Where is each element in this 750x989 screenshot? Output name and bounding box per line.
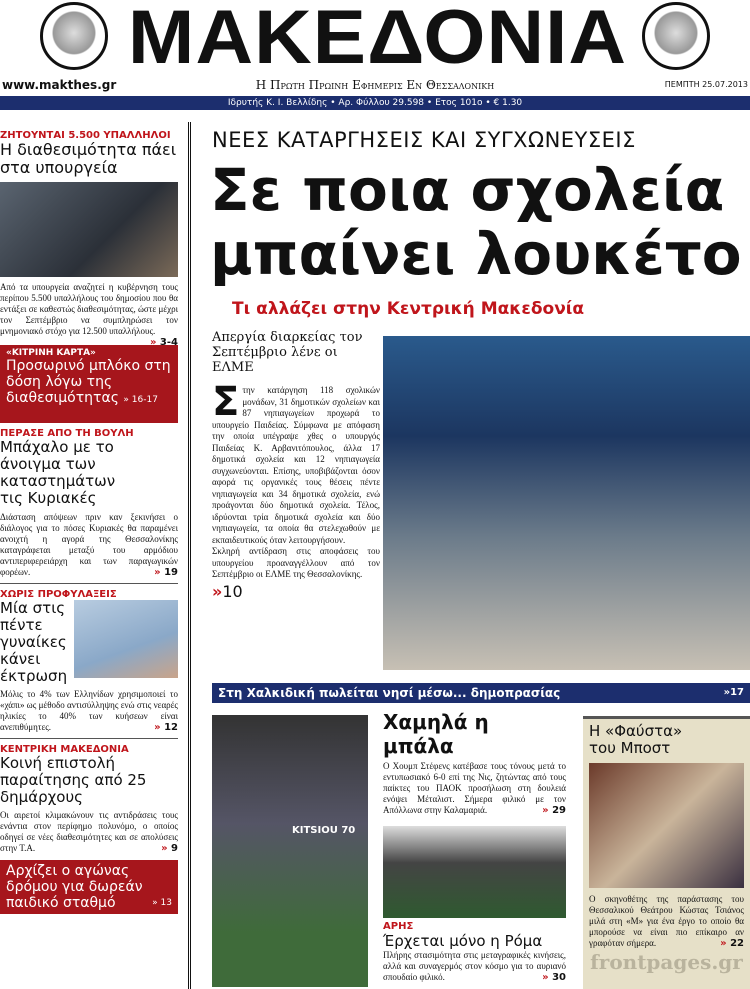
headline: Χαμηλά η μπάλα (383, 710, 489, 758)
sport-column[interactable] (383, 710, 566, 983)
story-sunday-shops[interactable] (0, 428, 178, 578)
summary: Οι αιρετοί κλιμακώνουν τις αντιδράσεις τους ενάντια στον περίφημο πολυνόμο, ο οποίος οδηγεί σε νέες διαθεσιμότητες και σε απολύσεις στην Τ.Α. » 9 (0, 810, 178, 854)
photo-aris (383, 826, 566, 918)
kicker: ΖΗΤΟΥΝΤΑΙ 5.500 ΥΠΑΛΛΗΛΟΙ (0, 130, 171, 141)
main-subtitle: Τι αλλάζει στην Κεντρική Μακεδονία (232, 299, 585, 319)
main-headline[interactable]: Σε ποια σχολεία μπαίνει λουκέτο (210, 156, 742, 288)
story-civil-servants[interactable] (0, 130, 178, 348)
kicker: «ΚΙΤΡΙΝΗ ΚΑΡΤΑ» (6, 348, 96, 358)
website-link[interactable]: www.makthes.gr (2, 78, 117, 92)
photo-school-children (383, 336, 750, 670)
summary: Ο Χουμπ Στέφενς κατέβασε τους τόνους μετά το εντυπωσιακό 6-0 επί της Νις, ζητώντας από τους παίκτες του ΠΑΟΚ προσήλωση στη δουλειά ενόψει Μέταλιστ. Σήμερα φιλικό με τον Απόλλωνα στην Καλαμαριά. » 29 (383, 761, 566, 816)
kicker: ΑΡΗΣ (383, 921, 414, 932)
issue-date: ΠΕΜΠΤΗ 25.07.2013 (664, 80, 748, 89)
photo-pills (74, 600, 178, 678)
headline: Μπάχαλο με το άνοιγμα των καταστημάτων τις Κυριακές (0, 438, 116, 507)
page-ref: »10 (212, 581, 243, 601)
culture-box[interactable] (583, 716, 750, 989)
tagline: Η Πρωτη Πρωινη Εφημερις Εν Θεσσαλονικη (255, 78, 495, 92)
jersey-text: KITSIOU 70 (292, 825, 356, 836)
summary: Διάσταση απόψεων πριν καν ξεκινήσει ο διάλογος για το πόσες Κυριακές θα παραμένει ανοιχτή η αγορά της Θεσσαλονίκης καταγράφεται μεταξύ του αρμόδιου αντιπεριφερειάρχη και των παραγωγικών φορέων. » 19 (0, 512, 178, 578)
watermark: frontpages.gr (590, 950, 743, 974)
main-body: Στην κατάργηση 118 σχολικών μονάδων, 31 δημοτικών σχολείων και 87 νηπιαγωγείων προχωρά το υπουργείο Παιδείας. Σύμφωνα με απόφαση την οποία υπέγραψε χθες ο υπουργός Παιδείας Κ. Αρβανιτόπουλος, άλλα 17 δημοτικά σχολεία και 12 νηπιαγωγεία συγχωνεύονται. Επίσης, υποβιβάζονται όσον αφορά τις οργανικές τους θέσεις πέντε νηπιαγωγεία και 34 δημοτικά σχολεία, ενώ προάγονται δύο δημοτικά σχολεία. Τέλος, ιδρύονται τρία δημοτικά σχολεία και δύο νηπιαγωγεία, τα οποία θα στελεχωθούν με εκπαιδευτικούς όταν λειτουργήσουν. Σκληρή αντίδραση στις αποφάσεις του υπουργείου προαναγγέλλουν από τον Σεπτέμβριο οι ΕΛΜΕ της Θεσσαλονίκης. (212, 379, 380, 579)
kicker: ΠΕΡΑΣΕ ΑΠΟ ΤΗ ΒΟΥΛΗ (0, 428, 134, 439)
headline: Κοινή επιστολή παραίτησης από 25 δημάρχους (0, 754, 147, 806)
headline: Προσωρινό μπλόκο στη δόση λόγω της διαθεσιμότητας » 16-17 (6, 358, 171, 406)
summary: Πλήρης στασιμότητα στις μεταγραφικές κινήσεις, αλλά και συναγερμός στον κόσμο για το αυριανό σπουδαίο φιλικό. » 30 (383, 950, 566, 983)
story-abortion[interactable] (0, 589, 178, 733)
story-nursery[interactable]: Αρχίζει ο αγώνας δρόμου για δωρεάν παιδικό σταθμό » 13 (0, 860, 178, 914)
main-kicker: ΝΕΕΣ ΚΑΤΑΡΓΗΣΕΙΣ ΚΑΙ ΣΥΓΧΩΝΕΥΣΕΙΣ (212, 128, 636, 152)
headline: Η «Φαύστα» του Μποστ (589, 722, 683, 757)
kicker: ΧΩΡΙΣ ΠΡΟΦΥΛΑΞΕΙΣ (0, 589, 117, 600)
kicker: ΚΕΝΤΡΙΚΗ ΜΑΚΕΔΟΝΙΑ (0, 744, 129, 755)
headline: Έρχεται μόνο η Ρόμα (383, 932, 543, 950)
photo-theatre (589, 763, 744, 888)
news-strip[interactable]: Στη Χαλκιδική πωλείται νησί μέσω... δημοπρασίας »17 (212, 683, 750, 703)
summary: Από τα υπουργεία αναζητεί η κυβέρνηση τους περίπου 5.500 υπαλλήλους του δημοσίου που θα εντάξει σε καθεστώς διαθεσιμότητας, ώστε μέχρι τον Σεπτέμβριο να συμπληρώσει τον μνημονιακό στόχο για 12.500 υπαλλήλους. » 3-4 (0, 282, 178, 348)
issue-info-bar: Ιδρυτής Κ. Ι. Βελλίδης • Αρ. Φύλλου 29.598 • Ετος 101ο • € 1.30 (0, 96, 750, 110)
dropcap: Σ (212, 379, 240, 425)
main-text-column (212, 330, 380, 601)
logo-medallion-left (40, 2, 108, 70)
summary: Ο σκηνοθέτης της παράστασης του Θεσσαλικού Θεάτρου Κώστας Τσιάνος μιλά στη «Μ» για ένα έργο το οποίο θα μπορούσε να είναι πιο επίκαιρο αν γραφόταν σήμερα. » 22 (589, 894, 744, 949)
sidehead: Απεργία διαρκείας τον Σεπτέμβριο λένε οι ΕΛΜΕ (212, 330, 363, 375)
left-column (0, 130, 178, 914)
photo-officials (0, 182, 178, 277)
column-divider (188, 122, 191, 989)
headline: Μία στις πέντε γυναίκες κάνει έκτρωση (0, 599, 68, 685)
story-payment-block[interactable] (0, 345, 178, 423)
photo-paok (212, 715, 368, 987)
headline: Η διαθεσιμότητα πάει στα υπουργεία (0, 140, 177, 177)
story-mayors[interactable] (0, 744, 178, 854)
masthead-title: ΜΑΚΕΔΟΝΙΑ (127, 0, 628, 80)
logo-medallion-right (642, 2, 710, 70)
summary: Μόλις το 4% των Ελληνίδων χρησιμοποιεί το «χάπι» ως μέθοδο αντισύλληψης ενώ στις νεαρές ηλικίες το 40% των κυήσεων είναι ανεπιθύμητες. » 12 (0, 689, 178, 733)
